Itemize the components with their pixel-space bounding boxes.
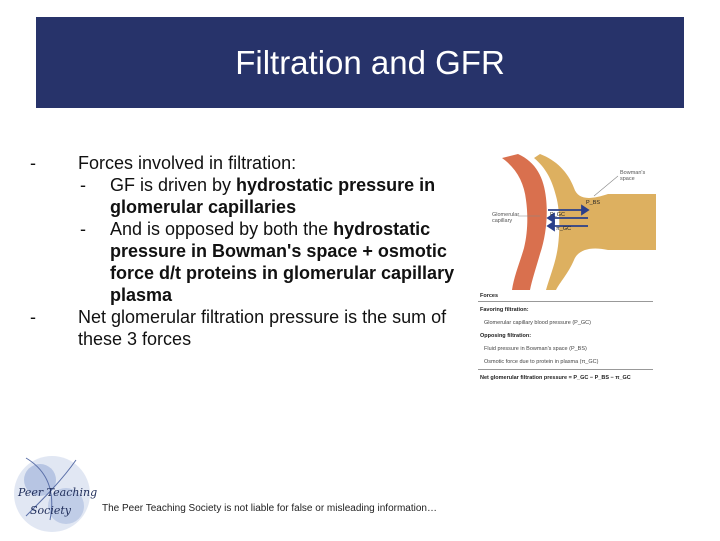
bullet-marker: -	[30, 307, 36, 327]
capillary-label: Glomerular capillary	[492, 212, 520, 224]
bullet-text: Forces involved in filtration:	[78, 153, 297, 173]
sub-bullet-item	[80, 218, 475, 306]
bullet-text-plain: And is opposed by both the	[110, 219, 334, 239]
favoring-item: Glomerular capillary blood pressure (P_GC)	[484, 320, 591, 326]
disclaimer-footer: The Peer Teaching Society is not liable for false or misleading information…	[102, 503, 437, 514]
bullet-text: Net glomerular filtration pressure is the sum of these 3 forces	[78, 307, 447, 349]
logo-graphic	[6, 450, 100, 536]
opposing-item: Fluid pressure in Bowman's space (P_BS)	[484, 346, 587, 352]
logo-text-line2: Society	[30, 504, 71, 517]
title-bar	[36, 17, 684, 108]
divider	[478, 301, 653, 302]
sub-bullet-item	[80, 174, 475, 218]
bullet-text	[110, 218, 475, 306]
pi-label: π_GC	[556, 226, 572, 232]
bullet-list	[30, 152, 475, 350]
bullet-item	[30, 152, 475, 174]
callout-line	[594, 176, 618, 196]
forces-header: Forces	[480, 293, 499, 299]
net-pressure: Net glomerular filtration pressure = P_GC − P_BS − π_GC	[480, 375, 631, 381]
arrow-pi-head	[548, 222, 554, 230]
slide-title: Filtration and GFR	[235, 43, 505, 81]
bullet-marker: -	[30, 153, 36, 173]
bullet-text	[110, 174, 475, 218]
pgc-label: P_GC	[550, 212, 565, 218]
opposing-heading: Opposing filtration:	[480, 333, 532, 339]
bullet-text-plain: GF is driven by	[110, 175, 237, 195]
pbs-label: P_BS	[586, 200, 601, 206]
bullet-item	[30, 306, 475, 350]
bullet-text-bold: hydrostatic pressure in Bowman's space + osmotic force d/t proteins in glomerular capillary plasma	[110, 219, 455, 305]
favoring-heading: Favoring filtration:	[480, 307, 529, 313]
filtration-figure	[478, 150, 656, 390]
logo-text-line1: Peer Teaching	[18, 486, 98, 499]
bullet-marker: -	[80, 175, 86, 195]
bullet-marker: -	[80, 219, 86, 239]
opposing-item: Osmotic force due to protein in plasma (π_GC)	[484, 359, 599, 365]
divider	[478, 369, 653, 370]
bowman-label: Bowman's space	[620, 170, 646, 182]
bullet-text-bold: hydrostatic pressure in glomerular capillaries	[110, 175, 436, 217]
peer-teaching-society-logo	[6, 450, 100, 536]
